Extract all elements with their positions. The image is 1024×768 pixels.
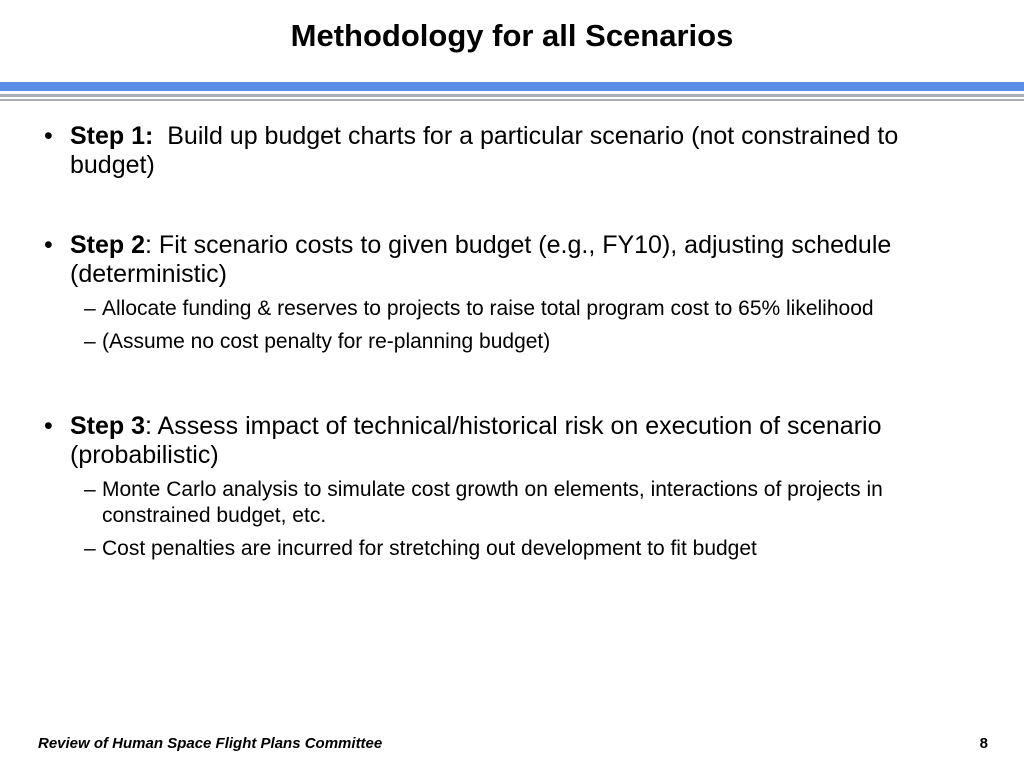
sub-bullet-text: Cost penalties are incurred for stretching out development to fit budget — [102, 537, 757, 560]
sub-bullet — [44, 536, 984, 562]
step-text: : Assess impact of technical/historical risk on execution of scenario (probabilistic) — [70, 412, 882, 469]
dash-icon: – — [84, 478, 96, 501]
step-label: Step 3 — [70, 412, 146, 440]
title-rule-blue — [0, 82, 1024, 91]
sub-bullet-text: (Assume no cost penalty for re-planning budget) — [102, 330, 551, 353]
dash-icon: – — [84, 297, 96, 320]
footer-committee-name: Review of Human Space Flight Plans Committee — [38, 735, 383, 752]
step-label: Step 1: — [70, 122, 154, 150]
step-text: : Fit scenario costs to given budget (e.g., FY10), adjusting schedule (deterministic) — [70, 231, 892, 288]
sub-bullet — [44, 477, 984, 529]
sub-bullet-text: Monte Carlo analysis to simulate cost growth on elements, interactions of projects in constrained budget, etc. — [102, 478, 883, 527]
bullet-dot-icon: • — [44, 231, 53, 259]
bullet-dot-icon: • — [44, 122, 53, 150]
title-rule-gray-1 — [0, 94, 1024, 97]
sub-bullet — [44, 296, 984, 322]
page-number: 8 — [979, 735, 988, 752]
sub-bullet — [44, 329, 984, 355]
bullet-step-1 — [44, 122, 984, 180]
slide-body — [44, 122, 984, 562]
sub-bullet-text: Allocate funding & reserves to projects to raise total program cost to 65% likelihood — [102, 297, 874, 320]
dash-icon: – — [84, 537, 96, 560]
step-text: Build up budget charts for a particular scenario (not constrained to budget) — [70, 122, 906, 179]
dash-icon: – — [84, 330, 96, 353]
step-label: Step 2 — [70, 231, 146, 259]
bullet-step-3 — [44, 412, 984, 470]
slide-title: Methodology for all Scenarios — [290, 18, 734, 53]
bullet-dot-icon: • — [44, 412, 53, 440]
bullet-step-2 — [44, 231, 984, 289]
title-rule-gray-2 — [0, 99, 1024, 101]
